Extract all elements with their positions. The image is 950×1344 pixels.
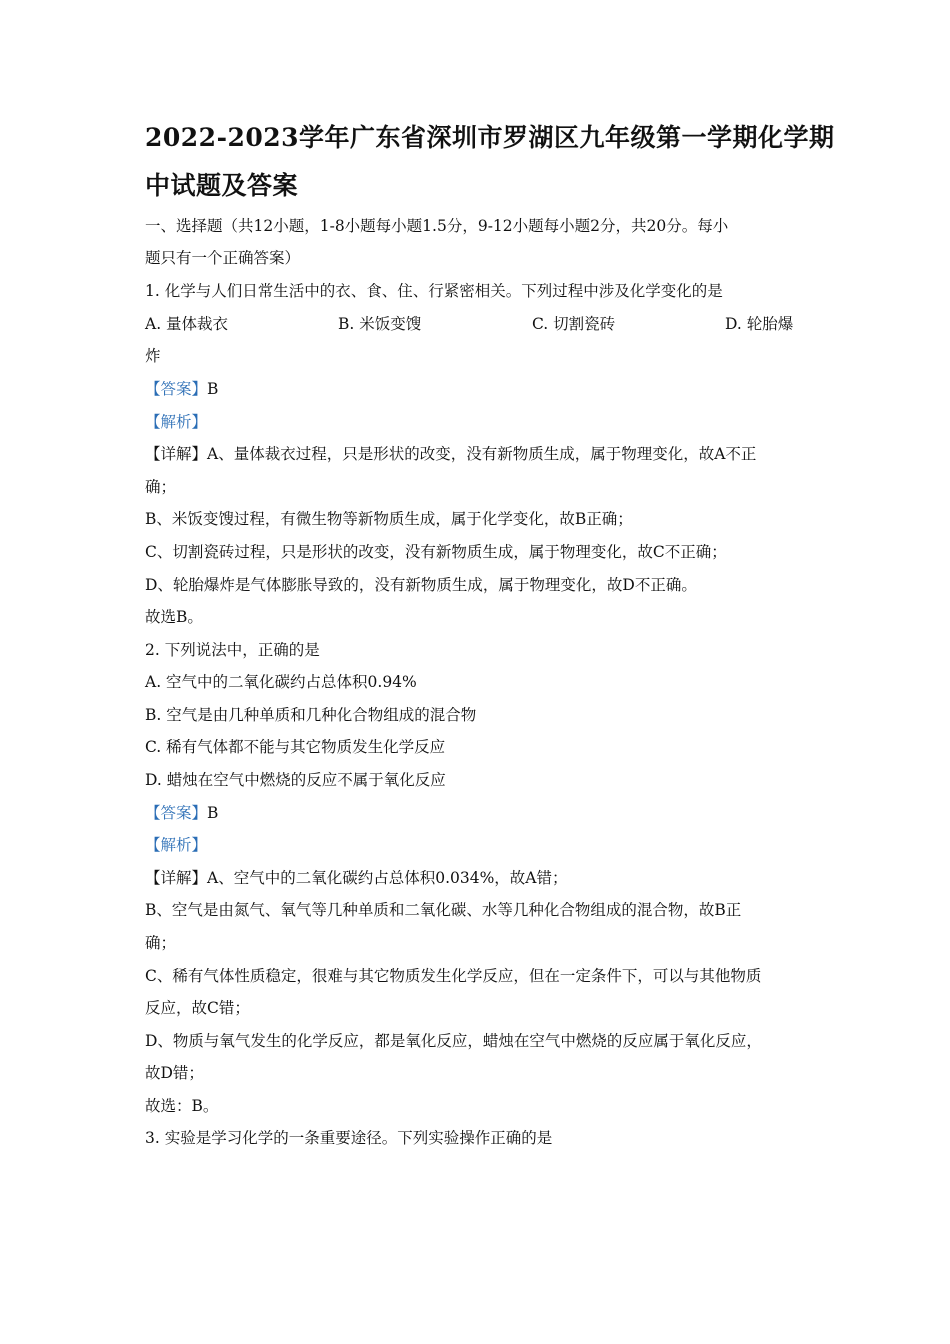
q1-option-c: C. 切割瓷砖 — [532, 315, 616, 333]
q2-detail-d: D、物质与氧气发生的化学反应，都是氧化反应，蜡烛在空气中燃烧的反应属于氧化反应， — [145, 1032, 762, 1050]
section-heading: 一、选择题（共12小题，1-8小题每小题1.5分，9-12小题每小题2分，共20分。每小 — [145, 217, 729, 235]
q2-answer — [145, 803, 218, 823]
q2-detail-b: B、空气是由氮气、氧气等几种单质和二氧化碳、水等几种化合物组成的混合物，故B正 — [145, 901, 742, 919]
q1-detail-a-cont: 确； — [145, 478, 177, 496]
detail-tag: 【详解】 — [145, 445, 208, 463]
q1-option-b: B. 米饭变馊 — [338, 315, 422, 333]
q2-detail-a: A、空气中的二氧化碳约占总体积0.034%，故A错； — [207, 869, 568, 887]
q1-detail-c: C、切割瓷砖过程，只是形状的改变，没有新物质生成，属于物理变化，故C不正确； — [145, 543, 727, 561]
q1-analysis-tag: 【解析】 — [145, 413, 208, 431]
q2-detail-d-cont: 故D错； — [145, 1064, 204, 1082]
answer-tag: 【答案】 — [145, 380, 208, 398]
q1-stem: 1. 化学与人们日常生活中的衣、食、住、行紧密相关。下列过程中涉及化学变化的是 — [145, 282, 723, 300]
q2-option-b: B. 空气是由几种单质和几种化合物组成的混合物 — [145, 706, 477, 724]
q2-detail-b-cont: 确； — [145, 934, 177, 952]
q3-stem: 3. 实验是学习化学的一条重要途径。下列实验操作正确的是 — [145, 1129, 553, 1147]
answer-tag: 【答案】 — [145, 804, 208, 822]
q1-answer-value: B — [207, 380, 219, 398]
q1-answer — [145, 379, 218, 399]
q1-option-a: A. 量体裁衣 — [145, 315, 229, 333]
q1-conclusion: 故选B。 — [145, 608, 203, 626]
q2-option-d: D. 蜡烛在空气中燃烧的反应不属于氧化反应 — [145, 771, 446, 789]
q2-detail-c-cont: 反应，故C错； — [145, 999, 250, 1017]
section-heading-cont: 题只有一个正确答案） — [145, 249, 301, 267]
title-line-1: 2022-2023学年广东省深圳市罗湖区九年级第一学期化学期 — [145, 123, 835, 152]
q2-detail-c: C、稀有气体性质稳定，很难与其它物质发生化学反应，但在一定条件下，可以与其他物质 — [145, 967, 762, 985]
q1-detail — [145, 444, 756, 464]
q2-conclusion: 故选：B。 — [145, 1097, 219, 1115]
q2-option-a: A. 空气中的二氧化碳约占总体积0.94% — [145, 673, 417, 691]
title-line-2: 中试题及答案 — [145, 171, 299, 200]
q1-detail-a: A、量体裁衣过程，只是形状的改变，没有新物质生成，属于物理变化，故A不正 — [207, 445, 757, 463]
q2-option-c: C. 稀有气体都不能与其它物质发生化学反应 — [145, 738, 446, 756]
q1-option-d-wrap: 炸 — [145, 347, 161, 365]
q2-detail — [145, 868, 568, 888]
q1-option-d: D. 轮胎爆 — [725, 315, 794, 333]
q1-detail-d: D、轮胎爆炸是气体膨胀导致的，没有新物质生成，属于物理变化，故D不正确。 — [145, 576, 697, 594]
q1-detail-b: B、米饭变馊过程，有微生物等新物质生成，属于化学变化，故B正确； — [145, 510, 633, 528]
detail-tag: 【详解】 — [145, 869, 208, 887]
q2-answer-value: B — [207, 804, 219, 822]
q2-stem: 2. 下列说法中，正确的是 — [145, 641, 320, 659]
q2-analysis-tag: 【解析】 — [145, 836, 208, 854]
